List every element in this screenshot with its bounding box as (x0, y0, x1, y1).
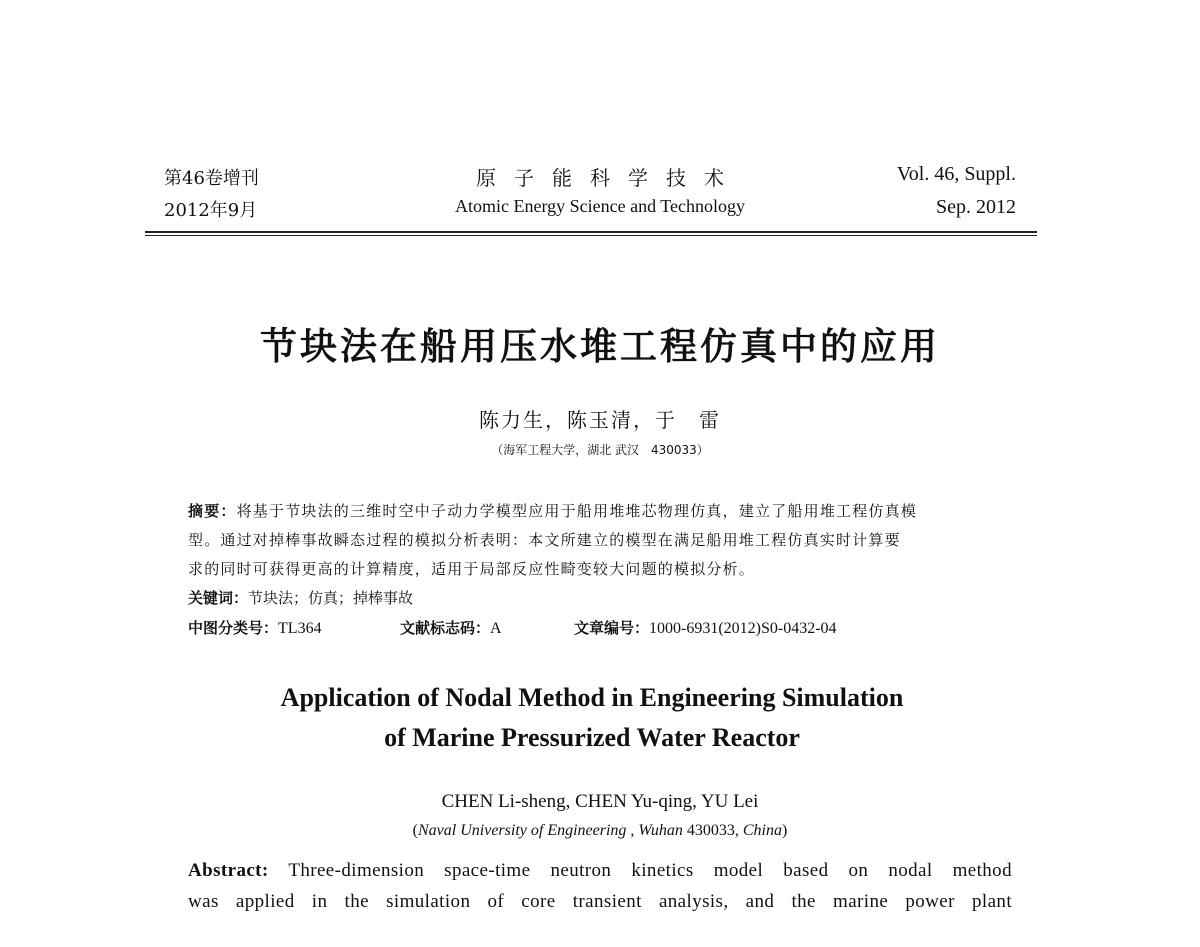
paper-title-en-line-2: of Marine Pressurized Water Reactor (384, 723, 800, 752)
abstract-en-text-1: Three-dimension space-time neutron kinetics model based on nodal method (268, 860, 1012, 881)
abstract-en-line-2: was applied in the simulation of core transient analysis, and the marine power plant (188, 891, 1012, 912)
doc-code-value: A (490, 620, 502, 637)
article-no-label: 文章编号： (574, 619, 650, 637)
abstract-cn-line-3: 求的同时可获得更高的计算精度，适用于局部反应性畸变较大问题的模拟分析。 (188, 560, 756, 578)
journal-name-en: Atomic Energy Science and Technology (455, 196, 745, 216)
header-rule-thick (145, 231, 1037, 233)
keywords-cn (188, 587, 413, 608)
affil-institution: Naval University of Engineering (418, 822, 627, 839)
clc-number (188, 617, 322, 638)
keywords-cn-value: 节块法；仿真；掉棒事故 (248, 589, 414, 607)
abstract-cn-line-2: 型。通过对掉棒事故瞬态过程的模拟分析表明：本文所建立的模型在满足船用堆工程仿真实时计算要 (188, 531, 901, 549)
paper-title-cn: 节块法在船用压水堆工程仿真中的应用 (260, 325, 940, 368)
clc-value: TL364 (278, 620, 322, 637)
journal-volume-cn: 第46卷增刊 (164, 168, 259, 189)
affil-paren-open: ( (412, 822, 418, 839)
paper-title-en-line-1: Application of Nodal Method in Engineering Simulation (280, 683, 904, 712)
affil-sep: , (626, 822, 639, 839)
article-number (574, 617, 837, 638)
journal-volume-en: Vol. 46, Suppl. (896, 163, 1016, 185)
affil-postcode: 430033, (682, 822, 743, 839)
affil-paren-close: ) (781, 822, 788, 839)
authors-cn: 陈力生，陈玉清，于 雷 (479, 408, 721, 432)
clc-label: 中图分类号： (188, 619, 279, 637)
affil-city: Wuhan (638, 822, 683, 839)
affil-country: China (742, 822, 782, 839)
abstract-cn-label: 摘要： (188, 502, 237, 520)
header-rule-thin (145, 235, 1037, 236)
keywords-cn-label: 关键词： (188, 589, 249, 607)
article-no-value: 1000-6931(2012)S0-0432-04 (649, 620, 837, 637)
doc-code-label: 文献标志码： (400, 619, 491, 637)
abstract-en-line-1 (188, 860, 1012, 882)
document-code (400, 617, 502, 638)
affiliation-en (0, 822, 1200, 840)
abstract-cn-line-1 (188, 500, 1012, 521)
abstract-en-label: Abstract: (188, 860, 269, 881)
journal-date-en: Sep. 2012 (936, 196, 1016, 218)
authors-en: CHEN Li-sheng, CHEN Yu-qing, YU Lei (441, 791, 759, 812)
abstract-cn-text-1: 将基于节块法的三维时空中子动力学模型应用于船用堆堆芯物理仿真，建立了船用堆工程仿真模 (236, 502, 918, 520)
journal-name-cn: 原子能科学技术 (476, 166, 742, 190)
journal-date-cn: 2012年9月 (164, 200, 258, 221)
affiliation-cn: （海军工程大学，湖北 武汉 430033） (491, 443, 709, 457)
